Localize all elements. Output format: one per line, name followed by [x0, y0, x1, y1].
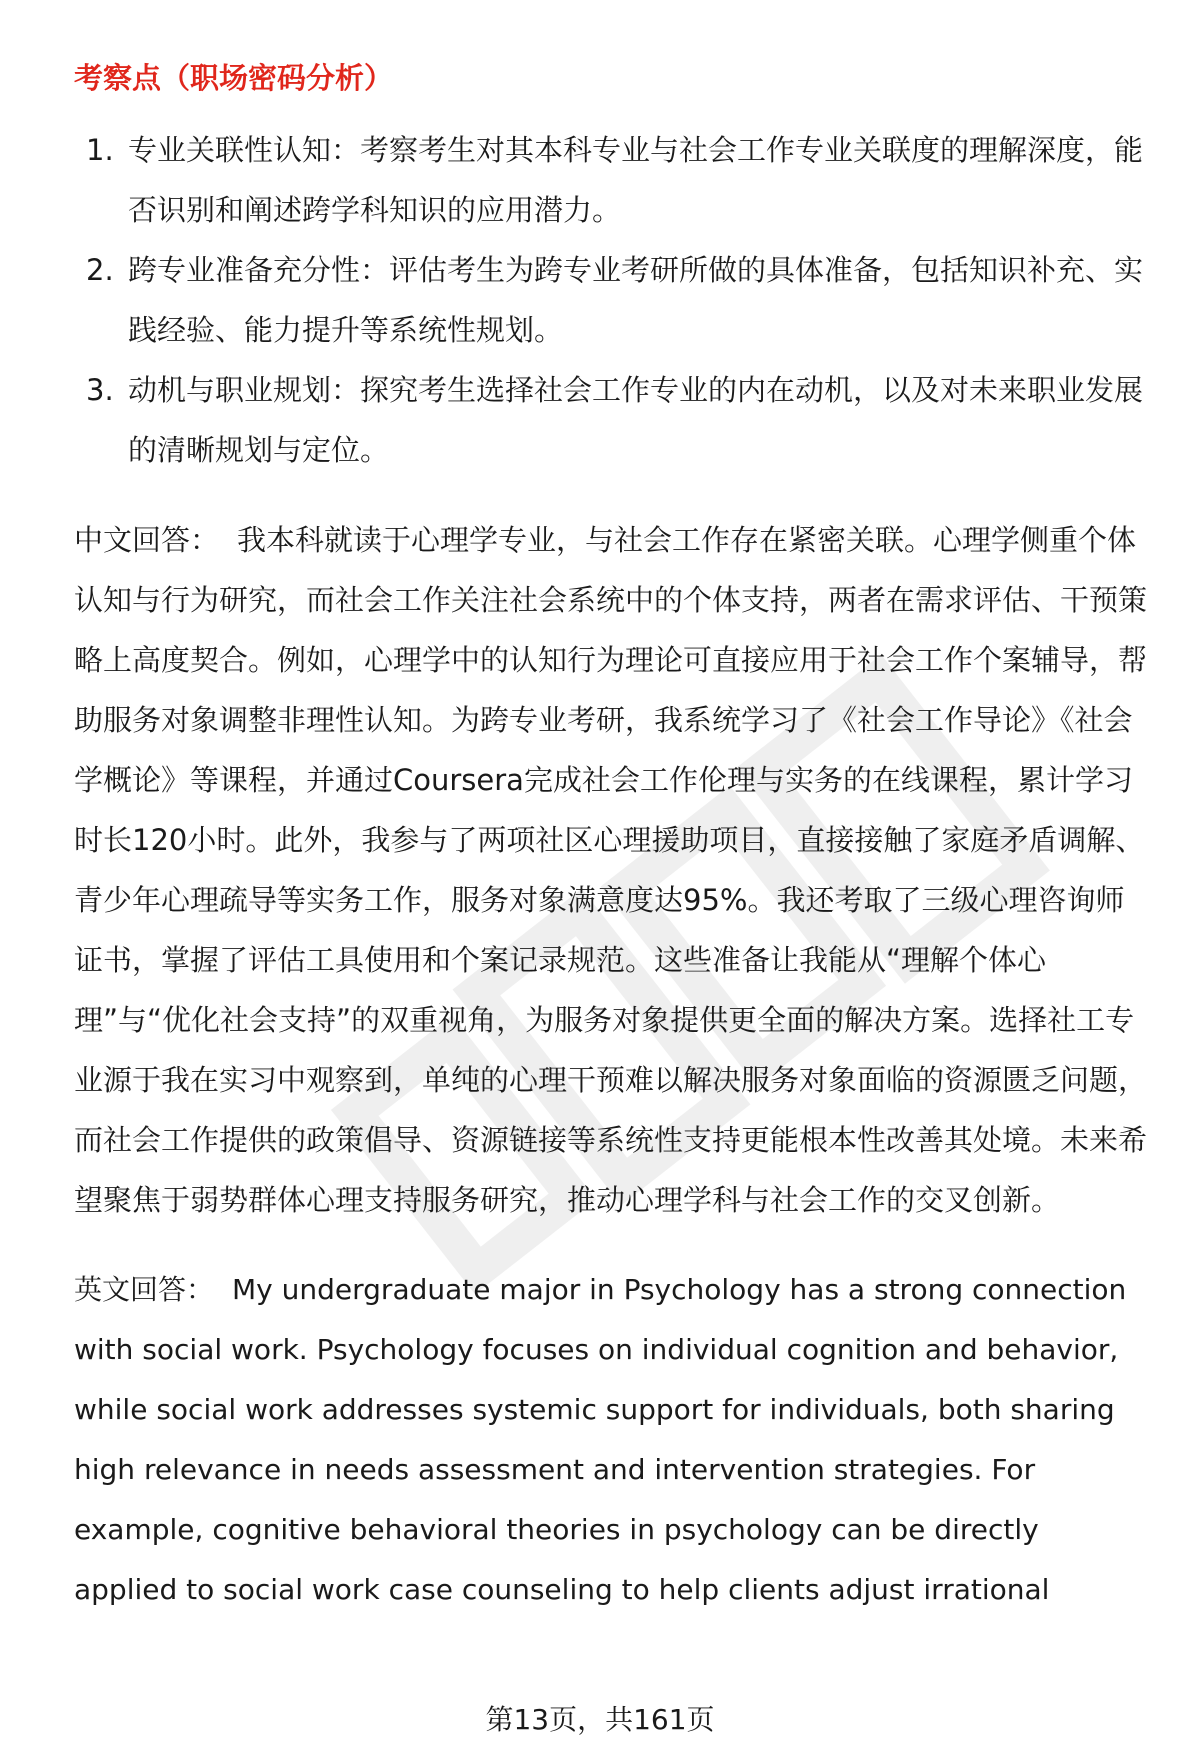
section-title: 考察点（职场密码分析） — [74, 61, 394, 95]
list-number: 3. — [86, 373, 114, 407]
page-number: 第13页，共161页 — [485, 1703, 715, 1736]
list-text: 动机与职业规划：探究考生选择社会工作专业的内在动机，以及对未来职业发展的清晰规划与定位。 — [128, 373, 1144, 467]
list-item — [74, 240, 1148, 360]
list-item — [74, 360, 1148, 480]
list-item — [74, 120, 1148, 240]
chinese-answer-label: 中文回答： — [74, 523, 220, 557]
list-text: 跨专业准备充分性：评估考生为跨专业考研所做的具体准备，包括知识补充、实践经验、能力提升等系统性规划。 — [128, 253, 1144, 347]
list-text: 专业关联性认知：考察考生对其本科专业与社会工作专业关联度的理解深度，能否识别和阐述跨学科知识的应用潜力。 — [128, 133, 1144, 227]
list-number: 1. — [86, 133, 114, 167]
english-answer-label: 英文回答： — [74, 1273, 215, 1306]
chinese-answer-text: 我本科就读于心理学专业，与社会工作存在紧密关联。心理学侧重个体认知与行为研究，而社会工作关注社会系统中的个体支持，两者在需求评估、干预策略上高度契合。例如，心理学中的认知行为理论可直接应用于社会工作个案辅导，帮助服务对象调整非理性认知。为跨专业考研，我系统学习了《社会工作导论》《社会学概论》等课程，并通过Coursera完成社会工作伦理与实务的在线课程，累计学习时长120小时。此外，我参与了两项社区心理援助项目，直接接触了家庭矛盾调解、青少年心理疏导等实务工作，服务对象满意度达95%。我还考取了三级心理咨询师证书，掌握了评估工具使用和个案记录规范。这些准备让我能从“理解个体心理”与“优化社会支持”的双重视角，为服务对象提供更全面的解决方案。选择社工专业源于我在实习中观察到，单纯的心理干预难以解决服务对象面临的资源匮乏问题，而社会工作提供的政策倡导、资源链接等系统性支持更能根本性改善其处境。未来希望聚焦于弱势群体心理支持服务研究，推动心理学科与社会工作的交叉创新。 — [74, 523, 1148, 1217]
list-number: 2. — [86, 253, 114, 287]
chinese-answer-paragraph — [74, 510, 1148, 1230]
assessment-points-list — [74, 120, 1148, 480]
english-answer-paragraph — [74, 1260, 1148, 1620]
english-answer-text: My undergraduate major in Psychology has a strong connection with social work. Psychology focuses on individual cognition and behavior, while social work addresses systemic support for individuals, both sharing high relevance in needs assessment and intervention strategies. For example, cognitive behavioral theories in psychology can be directly applied to social work case counseling to help clients adjust irrational — [74, 1273, 1127, 1606]
